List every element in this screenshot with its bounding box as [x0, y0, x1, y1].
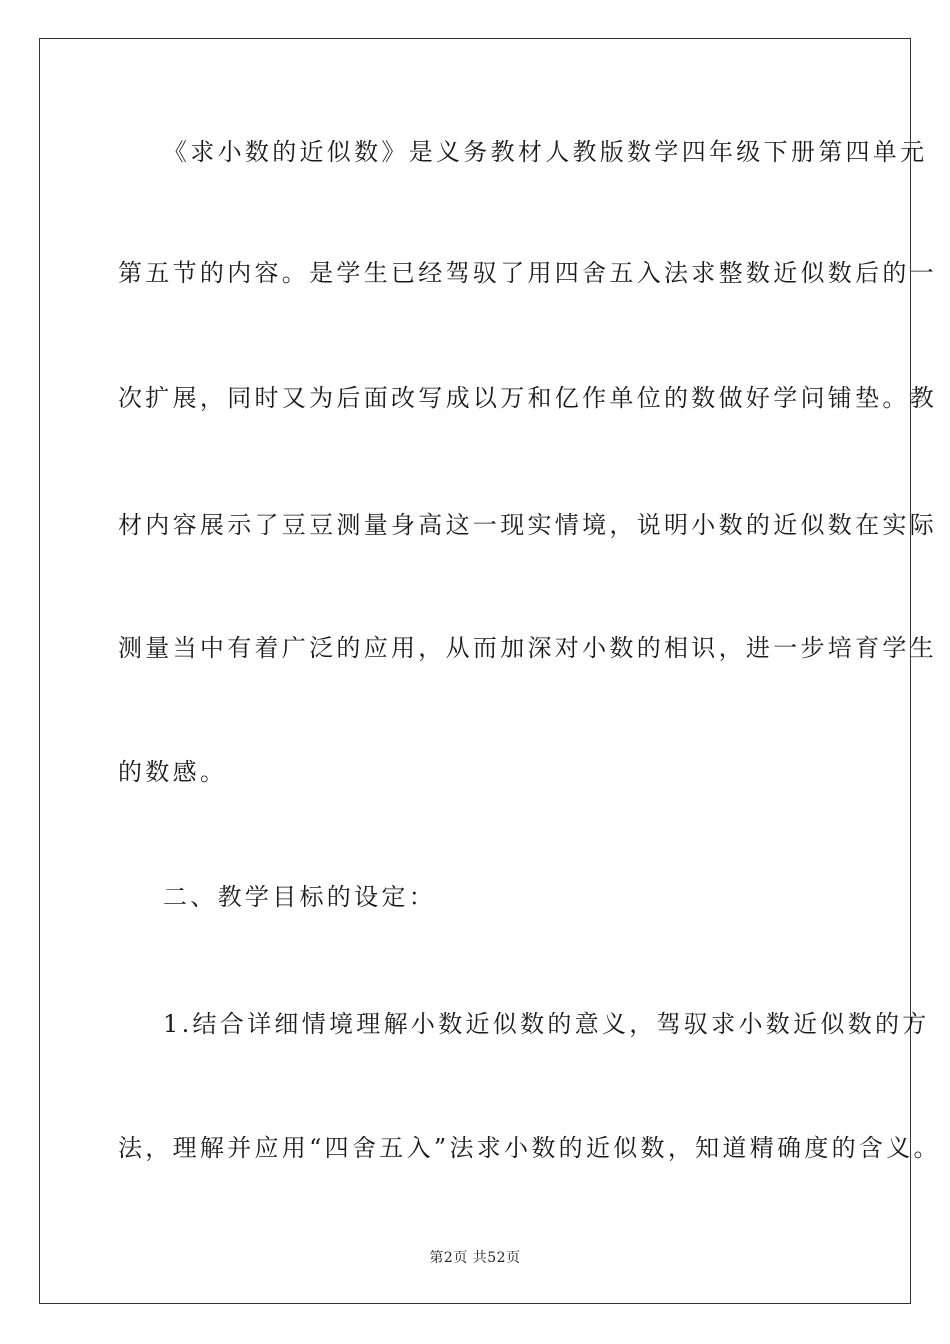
paragraph-line: 测量当中有着广泛的应用，从而加深对小数的相识，进一步培育学生 — [118, 634, 937, 662]
paragraph-line: 第五节的内容。是学生已经驾驭了用四舍五入法求整数近似数后的一 — [118, 259, 937, 287]
paragraph-line: 的数感。 — [118, 758, 228, 786]
paragraph-line: 《求小数的近似数》是义务教材人教版数学四年级下册第四单元 — [163, 138, 928, 166]
goal-line: 1.结合详细情境理解小数近似数的意义，驾驭求小数近似数的方 — [163, 1010, 930, 1038]
paragraph-line: 次扩展，同时又为后面改写成以万和亿作单位的数做好学问铺垫。教 — [118, 384, 937, 412]
paragraph-line: 材内容展示了豆豆测量身高这一现实情境，说明小数的近似数在实际 — [118, 511, 937, 539]
goal-line: 法，理解并应用“四舍五入”法求小数的近似数，知道精确度的含义。 — [118, 1134, 941, 1162]
section-heading: 二、教学目标的设定： — [163, 883, 436, 911]
page-number-footer: 第2页 共52页 — [429, 1250, 521, 1266]
page-border — [39, 38, 911, 1304]
